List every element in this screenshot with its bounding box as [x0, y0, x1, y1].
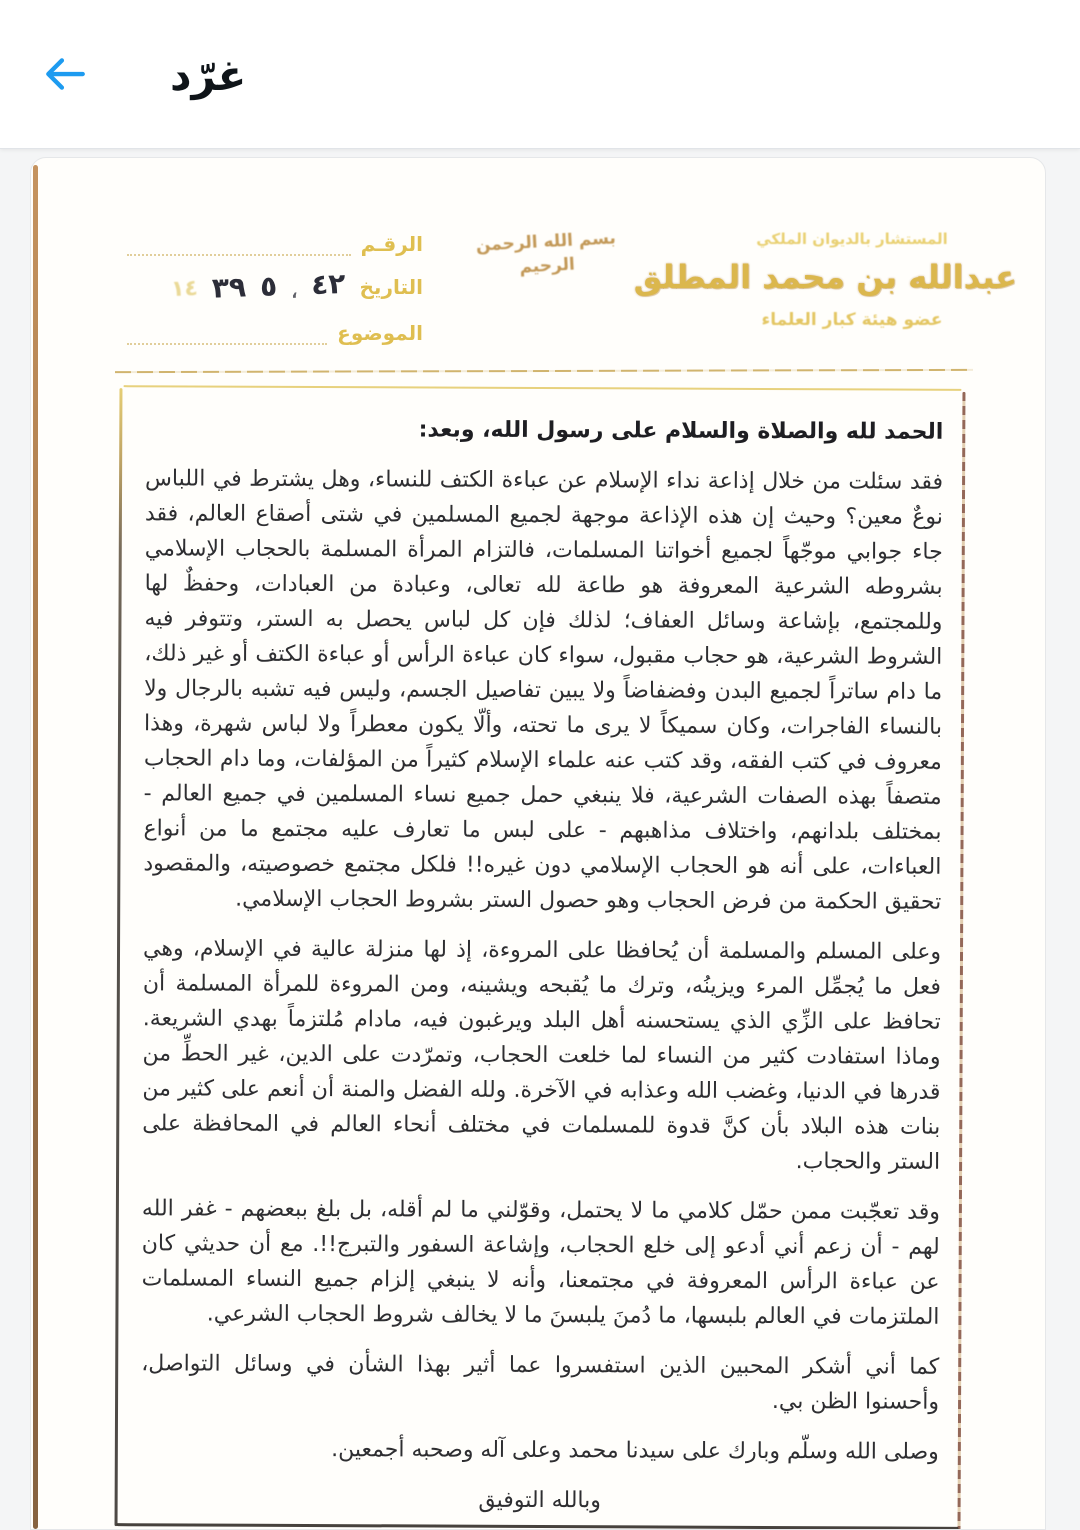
letter-closing-line: وبالله التوفيق	[478, 1487, 601, 1514]
field-date-label: التاريخ	[359, 274, 423, 299]
letterhead-separator-rule	[115, 369, 973, 373]
dotted-line	[127, 332, 327, 345]
back-arrow-icon	[40, 49, 90, 99]
bismillah-calligraphy: بسم الله الرحمن الرحيم	[475, 228, 617, 278]
letterhead-fields	[117, 232, 423, 345]
attached-document-image[interactable]	[30, 157, 1046, 1530]
page-title: غرّد	[170, 50, 247, 100]
handwritten-date	[171, 267, 346, 306]
letter-border-box	[115, 385, 966, 1530]
field-subject-row	[117, 321, 423, 345]
field-number-label: الرقـم	[360, 232, 423, 256]
field-date-row	[117, 266, 423, 305]
dotted-line	[127, 243, 351, 256]
content-area	[0, 149, 1080, 1530]
letter-paragraph: كما أني أشكر المحبين الذين استفسروا عما أثير بهذا الشأن في وسائل التواصل، وأحسنوا الظن بي.	[141, 1351, 940, 1415]
letterhead-subtitle-line: عضو هيئة كبار العلماء	[761, 310, 943, 330]
date-separator: ،	[291, 282, 298, 302]
letter-paragraph: فقد سئلت من خلال إذاعة نداء الإسلام عن عباءة الكتف للنساء، وهل يشترط في اللباس نوعٌ معين؟ وحيث إن هذه الإذاعة موجهة لجميع المسلمين في شتى أصقاع العالم، فقد جاء جوابي موجّهاً لجميع أخواتنا المسلمات، فالتزام المرأة المسلمة بالحجاب الإسلامي بشروطه الشرعية المعروفة هو طاعة لله تعالى، وعبادة من العبادات، وحفظٌ لها وللمجتمع، بإشاعة وسائل العفاف؛ لذلك فإن كل لباس يحصل به الستر، وتتوفر فيه الشروط الشرعية، هو حجاب مقبول، سواء كان عباءة الرأس أو عباءة الكتف أو غير ذلك، ما دام ساتراً لجميع البدن وفضفاضاً ولا يبين تفاصيل الجسم، وليس فيه تشبه بالرجال ولا بالنساء الفاجرات، وكان سميكاً لا يرى ما تحته، وألّا يكون معطراً ولا لباس شهرة، وهذا معروف في كتب الفقه، وقد كتب عنه علماء الإسلام كثيراً من المؤلفات، وما دام الحجاب متصفاً بهذه الصفات الشرعية، فلا ينبغي حمل جميع نساء المسلمين في جميع العالم - بمختلف بلدانهم، واختلاف مذاهبهم - على لبس ما تعارف عليه مجتمع ما من أنواع العباءات، على أنه هو الحجاب الإسلامي دون غيره!! فلكل مجتمع خصوصيته، والمقصود تحقيق الحكمة من فرض الحجاب وهو حصول الستر بشروط الحجاب الإسلامي.	[143, 466, 944, 915]
letterhead-title-line: المستشار بالديوان الملكي	[756, 230, 948, 248]
letter-paragraph: وصلى الله وسلّم وبارك على سيدنا محمد وعلى آله وصحبه أجمعين.	[331, 1437, 939, 1465]
letter-text	[115, 385, 966, 1530]
letter-paragraph: وقد تعجّبت ممن حمّل كلامي ما لا يحتمل، وقوّلني ما لم أقله، بل بلغ ببعضهم - غفر الله لهم - أن زعم أني أدعو إلى خلع الحجاب، وإشاعة السفور والتبرج!!. مع أن حديثي كان عن عباءة الرأس المعروفة في مجتمعنا، وأنه لا ينبغي إلزام جميع النساء المسلمات الملتزمات في العالم بلبسها، ما دُمنَ يلبسنَ ما لا يخالف شروط الحجاب الشرعي.	[141, 1196, 940, 1330]
date-printed-century: ١٤	[170, 276, 199, 303]
field-number-row	[117, 232, 423, 256]
field-subject-label: الموضوع	[337, 321, 423, 345]
paper-edge-shadow	[33, 165, 38, 1529]
app-header	[0, 0, 1080, 149]
date-day: ٤٢	[310, 266, 347, 302]
letter-paragraph: وعلى المسلم والمسلمة أن يُحافظا على المروءة، إذ لها منزلة عالية في الإسلام، وهي فعل ما يُجمِّل المرء ويزينُه، وترك ما يُقبحه ويشينه، ومن المروءة للمرأة المسلمة أن تحافظ على الزِّي الذي يستحسنه أهل البلد ويرغبون فيه، مادام مُلتزماً بهدي الشريعة. وماذا استفادت كثير من النساء لما خلعت الحجاب، وتمرّدت على الدين، غير الحطِّ من قدرها في الدنيا، وغضب الله وعذابه في الآخرة. ولله الفضل والمنة أن أنعم على كثير من بنات هذه البلاد بأن كنَّ قدوة للمسلمات في مختلف أنحاء العالم في المحافظة على الستر والحجاب.	[142, 936, 942, 1175]
letterhead-name-calligraphy: عبدالله بن محمد المطلق	[633, 258, 1017, 296]
back-button[interactable]	[38, 47, 92, 101]
date-month: ٥	[259, 269, 278, 303]
letterhead-sender-block	[633, 230, 1017, 330]
letter-opening-line: الحمد لله والصلاة والسلام على رسول الله، وبعد:	[418, 417, 944, 445]
date-year: ٣٩	[211, 270, 247, 305]
